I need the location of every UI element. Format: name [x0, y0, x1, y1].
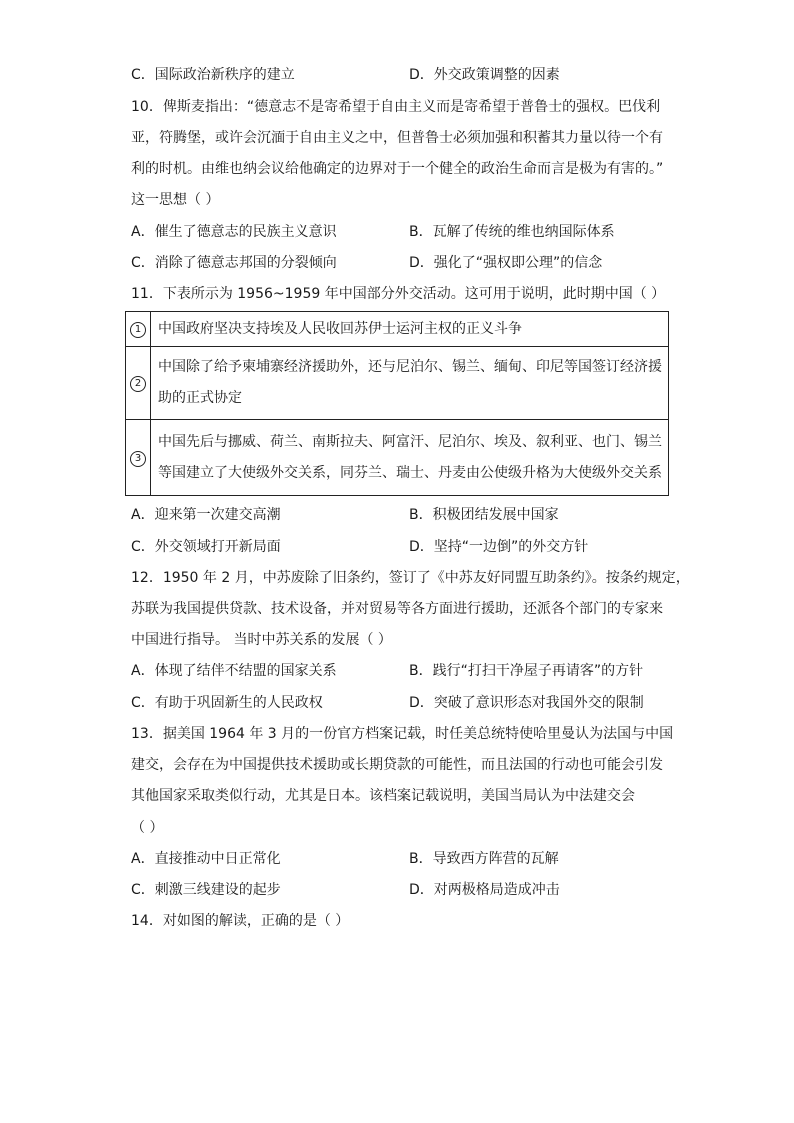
- q13-option-d: D．对两极格局造成冲击: [409, 882, 560, 898]
- q12-stem-line-3: 中国进行指导。 当时中苏关系的发展（ ）: [131, 632, 392, 648]
- q9-option-c: C．国际政治新秩序的建立: [131, 67, 295, 83]
- q12-option-c: C．有助于巩固新生的人民政权: [131, 695, 323, 711]
- q11-option-d: D．坚持“一边倒”的外交方针: [409, 539, 589, 555]
- q13-stem-line-3: 其他国家采取类似行动，尤其是日本。该档案记载说明，美国当局认为中法建交会: [131, 788, 635, 804]
- q10-option-a: A．催生了德意志的民族主义意识: [131, 224, 337, 240]
- q13-stem-line-2: 建交，会存在为中国提供技术援助或长期贷款的可能性，而且法国的行动也可能会引发: [131, 757, 663, 773]
- row-text-cell: [151, 420, 669, 496]
- row-text-cell: [151, 347, 669, 420]
- q10-stem-line-2: 亚，符腾堡，或许会沉湎于自由主义之中，但普鲁士必须加强和积蓄其力量以待一个有: [131, 130, 663, 146]
- q13-stem-line-4: （ ）: [131, 820, 164, 836]
- q13-stem-line-1: 13．据美国 1964 年 3 月的一份官方档案记载，时任美总统特使哈里曼认为法国与中国: [131, 726, 674, 742]
- q11-diplomacy-table: [125, 311, 669, 496]
- row-number-cell: [126, 347, 151, 420]
- cell-text-line: 中国先后与挪威、荷兰、南斯拉夫、阿富汗、尼泊尔、埃及、叙利亚、也门、锡兰: [158, 433, 662, 450]
- q11-option-a: A．迎来第一次建交高潮: [131, 507, 281, 523]
- q11-option-b: B．积极团结发展中国家: [409, 507, 559, 523]
- q12-stem-line-2: 苏联为我国提供贷款、技术设备，并对贸易等各方面进行援助，还派各个部门的专家来: [131, 601, 663, 617]
- table-row: [126, 347, 669, 420]
- q10-stem-line-1: 10．俾斯麦指出：“德意志不是寄希望于自由主义而是寄希望于普鲁士的强权。巴伐利: [131, 99, 661, 115]
- cell-text-line: 等国建立了大使级外交关系，同芬兰、瑞士、丹麦由公使级升格为大使级外交关系: [158, 464, 662, 481]
- q11-stem: 11．下表所示为 1956~1959 年中国部分外交活动。这可用于说明，此时期中国（ ）: [131, 286, 666, 302]
- q11-option-c: C．外交领域打开新局面: [131, 539, 281, 555]
- q10-stem-line-3: 利的时机。由维也纳会议给他确定的边界对于一个健全的政治生命而言是极为有害的。”: [131, 161, 664, 177]
- q10-stem-line-4: 这一思想（ ）: [131, 192, 220, 208]
- q12-option-a: A．体现了结伴不结盟的国家关系: [131, 663, 337, 679]
- q12-option-b: B．践行“打扫干净屋子再请客”的方针: [409, 663, 644, 679]
- cell-text-line: 助的正式协定: [158, 390, 242, 406]
- q12-stem-line-1: 12．1950 年 2 月，中苏废除了旧条约，签订了《中苏友好同盟互助条约》。按条约规定，: [131, 570, 690, 586]
- circled-number: 2: [130, 376, 146, 392]
- cell-text-line: 中国政府坚决支持埃及人民收回苏伊士运河主权的正义斗争: [158, 320, 522, 337]
- table-row: [126, 312, 669, 347]
- q13-option-b: B．导致西方阵营的瓦解: [409, 851, 559, 867]
- q10-option-b: B．瓦解了传统的维也纳国际体系: [409, 224, 615, 240]
- table-row: [126, 420, 669, 496]
- cell-text-line: 中国除了给予柬埔寨经济援助外，还与尼泊尔、锡兰、缅甸、印尼等国签订经济援: [158, 359, 662, 375]
- q10-option-c: C．消除了德意志邦国的分裂倾向: [131, 255, 337, 271]
- circled-number: 3: [130, 451, 146, 467]
- q13-option-c: C．刺激三线建设的起步: [131, 882, 281, 898]
- q12-option-d: D．突破了意识形态对我国外交的限制: [409, 695, 644, 711]
- row-number-cell: [126, 420, 151, 496]
- row-text-cell: [151, 312, 669, 347]
- circled-number: 1: [130, 322, 146, 338]
- q13-option-a: A．直接推动中日正常化: [131, 851, 281, 867]
- q10-option-d: D．强化了“强权即公理”的信念: [409, 255, 603, 271]
- q9-option-d: D．外交政策调整的因素: [409, 67, 560, 83]
- row-number-cell: [126, 312, 151, 347]
- q14-stem: 14．对如图的解读，正确的是（ ）: [131, 913, 350, 929]
